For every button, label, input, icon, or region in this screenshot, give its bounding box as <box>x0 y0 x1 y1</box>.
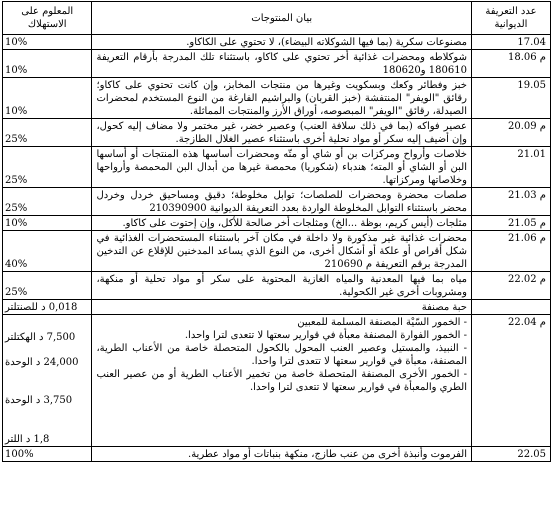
tariff-number-cell: 21.01 <box>471 147 550 188</box>
header-tariff-number: عدد التعريفة الديوانية <box>471 2 550 35</box>
description-line: - الخمور الفوارة المصنفة معبأة في قوارير سعتها لا تتعدى لترا واحدا. <box>184 330 467 341</box>
product-description-cell <box>92 147 472 188</box>
description-line: عصير فواكه (بما في ذلك سلافة العنب) وعصير خضر، غير مختمر ولا مضاف إليه كحول، وإن أضيف إليه سكر أو مواد تحلية أخرى باستثناء عصير الغلال الطازجة. <box>96 121 467 145</box>
fee-value: 0,018 د للصنتلتر <box>5 302 78 313</box>
tariff-number-cell: م 21.05 <box>471 216 550 231</box>
product-description-cell <box>92 188 472 216</box>
consumption-fee-cell <box>3 272 92 300</box>
fee-value: 3,750 د الوحدة <box>5 395 73 406</box>
fee-value: 10% <box>5 65 28 76</box>
table-row <box>3 300 551 315</box>
table-row <box>3 231 551 272</box>
product-description-cell <box>92 119 472 147</box>
fee-value: 40% <box>5 259 28 270</box>
product-description-cell <box>92 272 472 300</box>
table-header-row <box>3 2 551 35</box>
fee-value: 25% <box>5 134 28 145</box>
header-consumption-fee: المعلوم على الاستهلاك <box>3 2 92 35</box>
table-row <box>3 78 551 119</box>
product-description-cell <box>92 216 472 231</box>
consumption-fee-cell <box>3 188 92 216</box>
consumption-fee-cell <box>3 50 92 78</box>
table-row <box>3 188 551 216</box>
tariff-number-cell <box>471 300 550 315</box>
description-line: شوكلاطه ومحضرات غذائية أخر تحتوي على كاكاو، باستثناء تلك المدرجة بأرقام التعريفة 180610 و180620 <box>96 52 467 76</box>
consumption-fee-cell <box>3 300 92 315</box>
table-row <box>3 272 551 300</box>
description-line: - الخمور الأخرى المصنفة المتحصلة خاصة من تخمير الأعناب الطرية أو من عصير العنب الطري والمعبأة في قوارير سعتها لا تتعدى لترا واحدا. <box>96 369 467 393</box>
fee-value: 10% <box>5 218 28 229</box>
consumption-fee-cell <box>3 231 92 272</box>
consumption-fee-cell <box>3 35 92 50</box>
table-row <box>3 447 551 462</box>
tariff-table <box>2 1 551 462</box>
product-description-cell <box>92 315 472 447</box>
description-line: صلصات محضرة ومحضرات للصلصات؛ توابل مخلوطة؛ دقيق ومساحيق خردل وخردل محضر باستثناء التوابل المخلوطة الواردة بعدد التعريفة الديوانية 210390900 <box>96 190 467 214</box>
fee-value: 25% <box>5 203 28 214</box>
fee-value: 10% <box>5 37 28 48</box>
product-description-cell <box>92 447 472 462</box>
product-description-cell <box>92 50 472 78</box>
fee-value: 7,500 د الهكتلتر <box>5 332 76 343</box>
table-body <box>3 35 551 462</box>
description-line: خبز وفطائر وكعك وبسكويت وغيرها من منتجات المخابز، وإن كانت تحتوي على كاكاو؛ رقائق "الويفر" المنتفشة (خبز القربان) والبراشيم الفارغة من النوع المستخدم لمحضرات الصيدلة، رقائق "الويفر" المبصوصه، أوراق الأرز والمنتجات المماثلة. <box>96 80 467 117</box>
tariff-number-cell: 17.04 <box>471 35 550 50</box>
tariff-number-cell: م 22.04 <box>471 315 550 447</box>
consumption-fee-cell <box>3 315 92 447</box>
consumption-fee-cell <box>3 216 92 231</box>
fee-value: 10% <box>5 106 28 117</box>
fee-value: 24,000 د الوحدة <box>5 357 79 368</box>
description-line: - النبيذ، والمستيل وعصير العنب المحول بالكحول المتحصلة خاصة من الأعناب الطرية، المصنفة، معبأة في قوارير سعتها لا تتعدى لترا واحدا. <box>96 343 467 367</box>
table-row <box>3 315 551 447</box>
tariff-number-cell: م 21.06 <box>471 231 550 272</box>
tariff-number-cell: م 21.03 <box>471 188 550 216</box>
table-row <box>3 35 551 50</box>
fee-value: 25% <box>5 287 28 298</box>
tariff-number-cell: 22.05 <box>471 447 550 462</box>
table-row <box>3 147 551 188</box>
fee-value: 1,8 د اللتر <box>5 434 50 445</box>
description-line: مثلجات (أيس كريم، بوظة ...الخ) ومثلجات أخر صالحة للأكل، وإن إحتوت على كاكاو. <box>122 218 467 229</box>
description-line: محضرات غذائية غير مذكورة ولا داخلة في مكان آخر باستثناء المستحضرات الغذائية في شكل أقراص أو علكة أو أشكال أخرى، من النوع الذي يساعد المدخنين للإقلاع عن التدخين المدرجة برقم التعريفة م 210690 <box>96 233 467 270</box>
product-description-cell <box>92 35 472 50</box>
product-description-cell <box>92 231 472 272</box>
consumption-fee-cell <box>3 447 92 462</box>
table-row <box>3 50 551 78</box>
description-line: الفرموت وأنبذة أخرى من عنب طازج، منكهة بنباتات أو مواد عطرية. <box>188 449 467 460</box>
product-description-cell <box>92 300 472 315</box>
description-line: حبة مصنفة <box>421 302 467 313</box>
tariff-number-cell: م 18.06 <box>471 50 550 78</box>
fee-value: 100% <box>5 449 34 460</box>
tariff-number-cell: 19.05 <box>471 78 550 119</box>
table-row <box>3 119 551 147</box>
consumption-fee-cell <box>3 119 92 147</box>
tariff-number-cell: م 22.02 <box>471 272 550 300</box>
header-product-description: بيان المنتوجات <box>92 2 472 35</box>
consumption-fee-cell <box>3 78 92 119</box>
description-line: مياه بما فيها المعدنية والمياه الغازية المحتوية على سكر أو مواد تحلية أو منكهة، ومشروبات أخرى غير الكحولية. <box>96 274 467 298</box>
consumption-fee-cell <box>3 147 92 188</box>
tariff-number-cell: م 20.09 <box>471 119 550 147</box>
description-line: خلاصات وأرواح ومركزات بن أو شاي أو متّه ومحضرات أساسها هذه المنتجات أو أساسها البن أو الشاي أو المته؛ هندباء (شكوريا) محمصة غيرها من أبدال البن المحمصة وأرواحها وخلاصاتها ومركزاتها. <box>96 149 467 186</box>
description-line: - الخمور السّيْة المصنفة المسلمة للمعبين <box>297 317 467 328</box>
fee-value: 25% <box>5 175 28 186</box>
table-row <box>3 216 551 231</box>
product-description-cell <box>92 78 472 119</box>
description-line: مصنوعات سكرية (بما فيها الشوكلاته البيضاء)، لا تحتوي على الكاكاو. <box>186 37 467 48</box>
